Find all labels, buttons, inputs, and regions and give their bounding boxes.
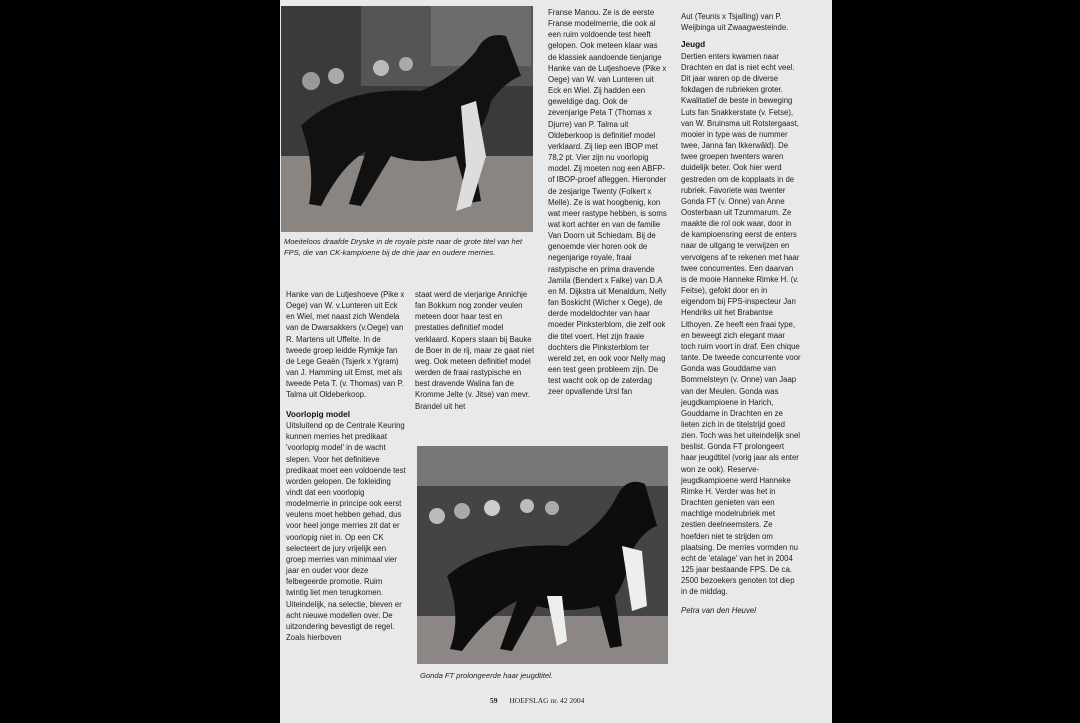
paragraph: staat werd de vierjarige Annichje fan Bokkum nog zonder veulen meteen door haar test en prestaties definitief model verklaard. Kopers staan bij Bauke de Boer in de rij, maar ze gaat niet weg. Ook meteen definitief model werden de fraai rastypische en best dravende Walina fan de Kromme Jelte (v. Jitse) van mevr. Brandel uit het [415, 290, 535, 411]
column-middle [415, 289, 537, 412]
photo-top [281, 6, 533, 232]
paragraph: Uitsluitend op de Centrale Keuring kunnen merries het predikaat 'voorlopig model' in de wacht slepen. Voor het definitieve predikaat moet een voldoende test worden gelopen. De fokleiding vindt dat een voorlopig modelmerrie in principe ook eerst veulens moet hebben gehad, dus voor heel jonge merries zit dat er voorlopig niet in. Op een CK selecteert de jury vrijelijk een groep merries van minimaal vier jaar en ouder voor deze felbegeerde promotie. Ruim twintig liet men terugkomen. Uiteindelijk, na selectie, bleven er acht nieuwe modellen over. De uitzondering bevestigt de regel. Zoals hierboven [286, 421, 406, 643]
paragraph: Aut (Teunis x Tsjalling) van P. Weijbinga uit Zwaagwesteinde. [681, 12, 789, 33]
publication-name: HOEFSLAG nr. 42 2004 [509, 696, 585, 705]
paragraph: Franse Manou. Ze is de eerste Franse modelmerrie, die ook al een ruim voldoende test heeft gelopen. Ook meteen klaar was de klassiek aandoende tienjarige Hanke van de Lutjeshoeve (Pike x Oege) van W. van Lunteren uit Eck en Wiel. Zij hadden een geweldige dag. Ook de zevenjarige Peta T (Thomas x Djurre) van P. Talma uit Oldeberkoop is definitief model verklaard. Zij liep een IBOP met 78,2 pt. Vier zijn nu voorlopig model. Zij moeten nog een ABFP- of IBOP-proef afleggen. Hieronder de zesjarige Twenty (Folkert x Melle). Ze is wat hoogbenig, kon wat meer rastype hebben, is soms wat kort achter en van de familie Van Doorn uit Schiedam. Bij de genoemde vier horen ook de negenjarige royale, fraai rastypische en prima dravende Jamila (Bendert x Falke) van D.A en M. Dijkstra uit Menaldum, Nelly fan Boskicht (Wicher x Oege), de derde modeldochter van haar moeder Pinksterblom, die zelf ook die titel voert. Het zijn fraaie dochters die Pinksterblom ter wereld zet, en ook voor Nelly mag een test geen probleem zijn. De test wacht ook op de zaterdag zeer opvallende Ursl fan [548, 8, 667, 397]
column-top-middle [548, 7, 668, 397]
page-footer [490, 696, 584, 705]
horse-photo-icon [281, 6, 533, 232]
section-heading-jeugd: Jeugd [681, 40, 706, 50]
paragraph: Dertien enters kwamen naar Drachten en dat is niet echt veel. Dit jaar waren op de diverse fokdagen de rubrieken groter. Kwalitatief de beste in beweging Luts fan Snakkerstate (v. Fetse), van W. Bruinsma uit Rotstergaast, mooier in type was de nummer twee, Janna fan Ikkerwâld). De twee groepen twenters waren duidelijk beter. Ook hier werd gestreden om de kopplaats in de rubriek. Favoriete was twenter Gonda FT (v. Onne) van Anne Oosterbaan uit Tzummarum. Ze maakte die rol ook waar, door in de kampioensring eerst de enters naar de uitgang te verwijzen en vervolgens af te rekenen met haar twee concurrentes. Een daarvan is de mooie Hanneke Rimke H. (v. Feitse), gefokt door en in eigendom bij FPS-inspecteur Jan Hendriks uit het Brabantse Lithoyen. Ze heeft een fraai type, en beweegt zich elegant maar toch ruim voort in draf. Een chique tante. De tweede concurrente voor Gonda was Gouddame van Bommelsteyn (v. Onne) van Jaap van der Meulen. Gonda was jeugdkampioene in Harich, Gouddame in Drachten en ze lieten zich in de titelstrijd goed zien. Toch was het uiteindelijk snel beslist. Gonda FT prolongeert haar jeugdtitel (vorig jaar als enter won ze ook). Reserve-jeugdkampioene werd Hanneke Rimke H. Verder was het in Drachten genieten van een machtige modelrubriek met zestien deelneemsters. Ze hoefden niet te strijden om plaatsing. De merries vormden nu echt de 'etalage' van het in 2004 125 jaar bestaande FPS. De ca. 2500 bezoekers genoten tot diep in de middag. [681, 51, 801, 597]
author-signature: Petra van den Heuvel [681, 606, 756, 616]
page-number: 59 [490, 696, 498, 705]
photo-bottom [417, 446, 668, 664]
caption-top: Moeiteloos draafde Dryske in de royale piste naar de grote titel van het FPS, die van CK-kampioene bij de drie jaar en oudere merries. [284, 237, 523, 257]
magazine-page [280, 0, 832, 723]
column-right [681, 11, 801, 617]
section-heading-voorlopig-model: Voorlopig model [286, 409, 350, 419]
horse-photo-icon [417, 446, 668, 664]
caption-bottom: Gonda FT prolongeerde haar jeugdtitel. [420, 671, 553, 680]
column-left [286, 289, 406, 643]
paragraph: Hanke van de Lutjeshoeve (Pike x Oege) van W. v.Lunteren uit Eck en Wiel, met naast zich Wendela van de Dwarsakkers (v.Oege) van R. Martens uit Uffelte. In de tweede groep leidde Rymkje fan de Lege Geaën (Tsjerk x Ygram) van J. Hamming uit Emst, met als tweede Peta T. (v. Thomas) van P. Talma uit Oldeberkoop. [286, 290, 405, 400]
